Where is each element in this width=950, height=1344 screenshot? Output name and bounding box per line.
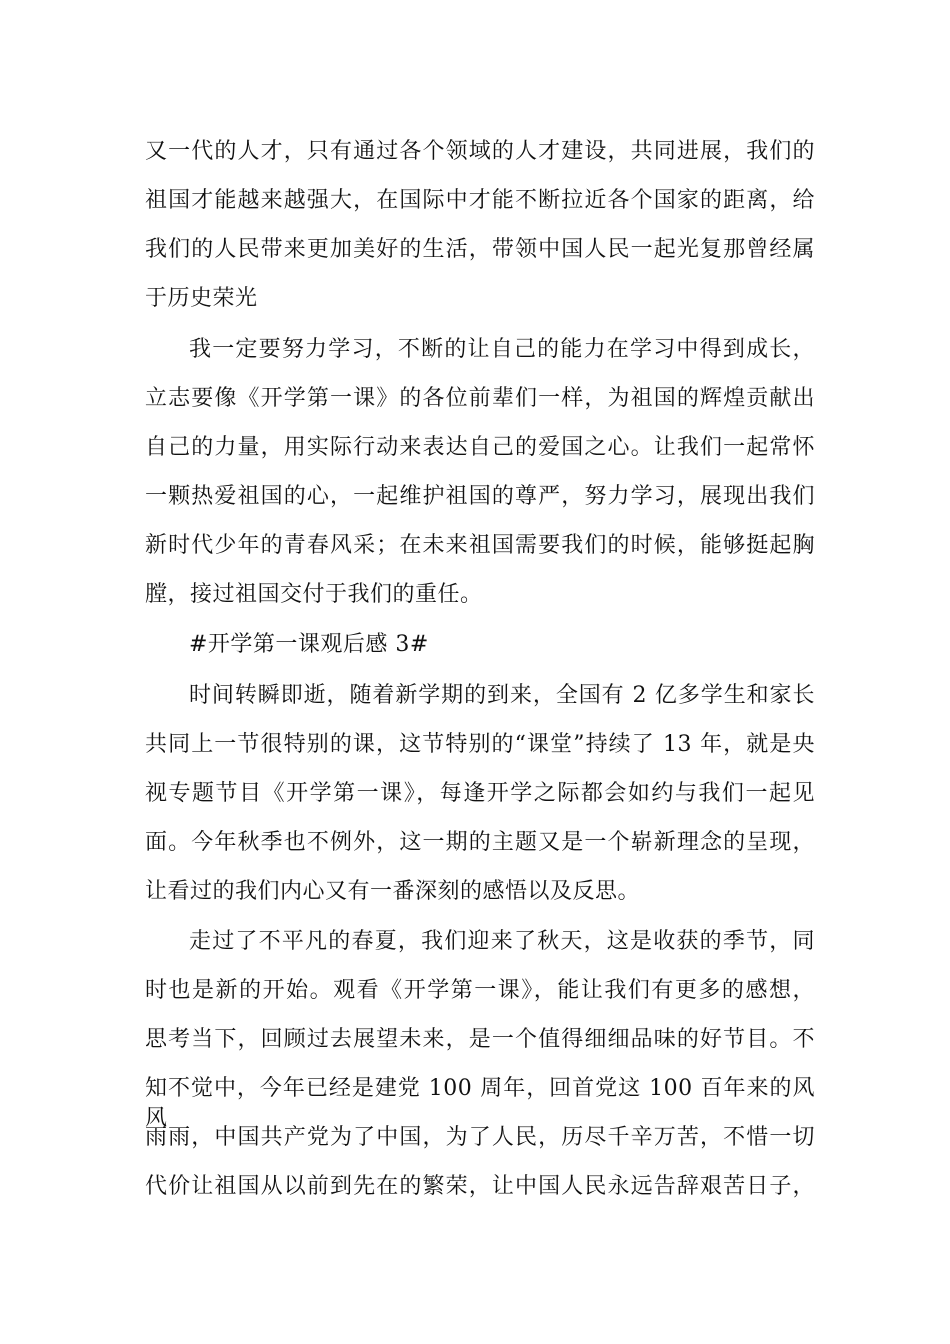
text-line: 知不觉中，今年已经是建党 100 周年，回首党这 100 百年来的风风 bbox=[145, 1076, 815, 1131]
text-line: 自己的力量，用实际行动来表达自己的爱国之心。让我们一起常怀 bbox=[145, 435, 815, 460]
text-line: 于历史荣光 bbox=[145, 286, 258, 311]
section-heading: #开学第一课观后感 3# bbox=[189, 632, 429, 657]
text-line: 又一代的人才，只有通过各个领域的人才建设，共同进展，我们的 bbox=[145, 139, 815, 164]
text-line: 新时代少年的青春风采；在未来祖国需要我们的时候，能够挺起胸 bbox=[145, 533, 815, 558]
text-line: 面。今年秋季也不例外，这一期的主题又是一个崭新理念的呈现， bbox=[145, 830, 815, 855]
text-line: 视专题节目《开学第一课》，每逢开学之际都会如约与我们一起见 bbox=[145, 781, 815, 806]
text-line: 时间转瞬即逝，随着新学期的到来，全国有 2 亿多学生和家长 bbox=[189, 683, 815, 708]
text-line: 时也是新的开始。观看《开学第一课》，能让我们有更多的感想， bbox=[145, 978, 815, 1003]
text-line: 膛，接过祖国交付于我们的重任。 bbox=[145, 582, 483, 607]
text-line: 共同上一节很特别的课，这节特别的“课堂”持续了 13 年，就是央 bbox=[145, 732, 815, 757]
text-line: 立志要像《开学第一课》的各位前辈们一样，为祖国的辉煌贡献出 bbox=[145, 386, 815, 411]
text-line: 我们的人民带来更加美好的生活，带领中国人民一起光复那曾经属 bbox=[145, 237, 815, 262]
text-line: 让看过的我们内心又有一番深刻的感悟以及反思。 bbox=[145, 879, 641, 904]
text-line: 思考当下，回顾过去展望未来，是一个值得细细品味的好节目。不 bbox=[145, 1027, 815, 1052]
text-line: 走过了不平凡的春夏，我们迎来了秋天，这是收获的季节，同 bbox=[189, 929, 815, 954]
text-line: 雨雨，中国共产党为了中国，为了人民，历尽千辛万苦，不惜一切 bbox=[145, 1125, 815, 1150]
text-line: 代价让祖国从以前到先在的繁荣，让中国人民永远告辞艰苦日子， bbox=[145, 1174, 815, 1199]
text-line: 一颗热爱祖国的心，一起维护祖国的尊严，努力学习，展现出我们 bbox=[145, 484, 815, 509]
text-line: 祖国才能越来越强大，在国际中才能不断拉近各个国家的距离，给 bbox=[145, 188, 815, 213]
text-line: 我一定要努力学习，不断的让自己的能力在学习中得到成长， bbox=[189, 337, 815, 362]
